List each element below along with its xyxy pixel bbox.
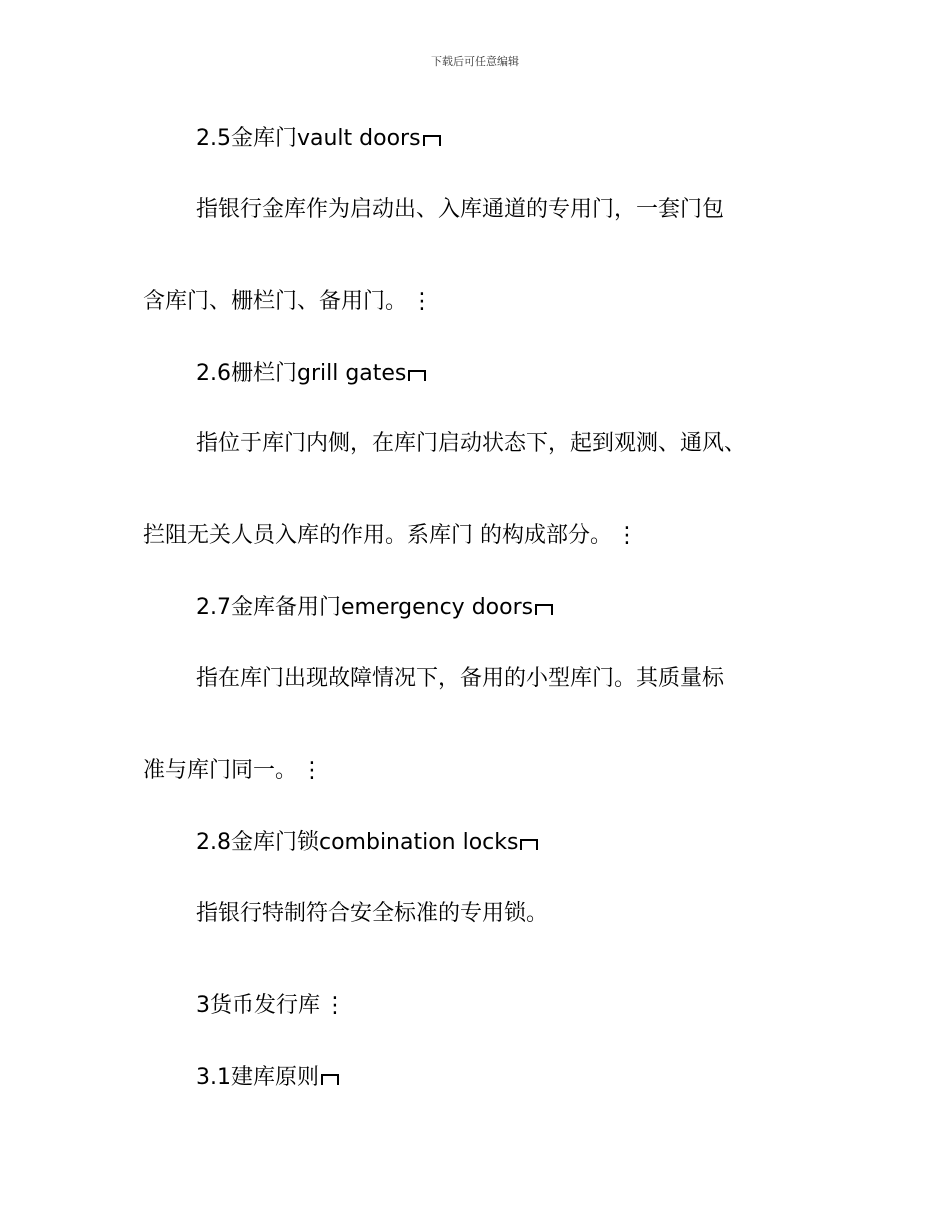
heading-text: 2.6栅栏门grill gates [196, 361, 407, 386]
section-heading-vault-doors [196, 125, 441, 153]
paragraph-mark-icon [406, 369, 426, 381]
vertical-dots-icon: ⋮ [411, 289, 434, 314]
paragraph-text: 指位于库门内侧，在库门启动状态下，起到观测、通风、 [196, 431, 747, 456]
paragraph-text: 指银行特制符合安全标准的专用锁。 [196, 901, 549, 926]
section-heading-construction-principles [196, 1064, 339, 1092]
section-heading-grill-gates [196, 360, 426, 388]
vertical-dots-icon: ⋮ [301, 758, 324, 783]
paragraph-text: 拦阻无关人员入库的作用。系库门 的构成部分。 [143, 523, 612, 548]
vertical-dots-icon: ⋮ [324, 993, 346, 1018]
paragraph-line [143, 757, 323, 785]
paragraph-line [196, 900, 548, 928]
heading-text: 3.1建库原则 [196, 1065, 319, 1090]
page-header: 下载后可任意编辑 [431, 55, 519, 68]
paragraph-mark-icon [319, 1073, 339, 1085]
paragraph-text: 指银行金库作为启动出、入库通道的专用门，一套门包 [196, 197, 725, 222]
heading-text: 2.8金库门锁combination locks [196, 830, 519, 855]
heading-text: 3货币发行库 [196, 993, 320, 1018]
section-heading-combination-locks [196, 829, 538, 857]
paragraph-line [143, 522, 638, 550]
section-heading-currency-issue-vault [196, 992, 346, 1020]
section-heading-emergency-doors [196, 594, 553, 622]
paragraph-text: 准与库门同一。 [143, 758, 298, 783]
paragraph-text: 含库门、栅栏门、备用门。 [143, 289, 408, 314]
paragraph-line [196, 430, 746, 458]
paragraph-line [196, 196, 724, 224]
paragraph-text: 指在库门出现故障情况下，备用的小型库门。其质量标 [196, 666, 725, 691]
heading-text: 2.7金库备用门emergency doors [196, 595, 534, 620]
paragraph-mark-icon [533, 603, 553, 615]
paragraph-line [196, 665, 724, 693]
paragraph-mark-icon [518, 838, 538, 850]
vertical-dots-icon: ⋮ [616, 523, 638, 548]
paragraph-line [143, 288, 433, 316]
heading-text: 2.5金库门vault doors [196, 126, 421, 151]
paragraph-mark-icon [421, 134, 441, 146]
